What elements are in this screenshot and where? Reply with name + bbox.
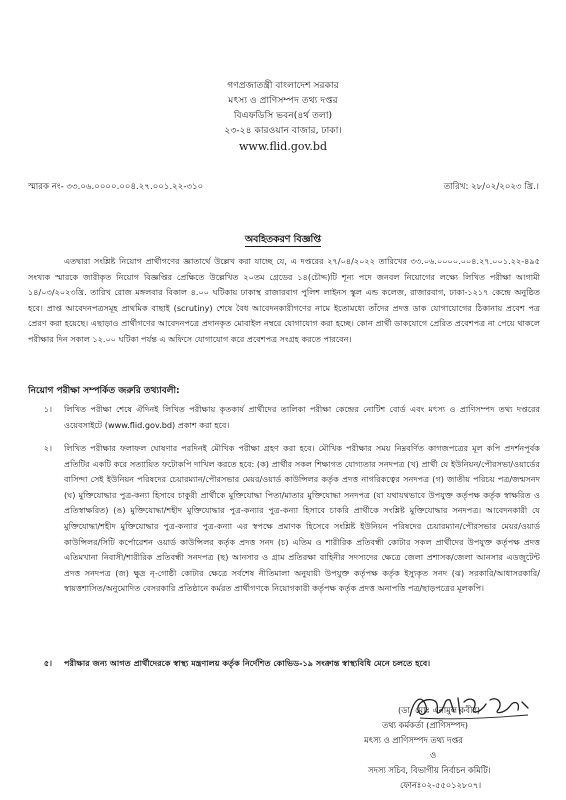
signatory-name: (ডা. মোঃ এনামুল কবীর) [398, 705, 481, 715]
section-heading: নিয়োগ পরীক্ষা সম্পর্কিত জরুরি তথ্যাবলী: [28, 386, 180, 396]
phone-number: ফোনঃ০২-৫৫০১২৮০৭। [400, 780, 482, 790]
item-number: ৫। [43, 658, 52, 668]
intro-paragraph: এতদ্বারা সংশ্লিষ্ট নিয়োগ প্রার্থীগণের জ্ঞাতার্থে উল্লেখ করা যাচ্ছে যে, এ দপ্তরের ২৭/০৪/২০২২ তারিখের ৩৩.০৬.০০০০.০০৪.২৭.০০১.২২-৪৯৫ সংখ্যক স্মারকে জারীকৃত নিয়োগ বিজ্ঞপ্তির প্রেক্ষিতে উল্লেখিত ২০তম গ্রেডের ১৪(চৌদ্দ)টি শূন্য পদে জনবল নিয়োগের লক্ষ্যে লিখিত পরীক্ষা আগামী ১৪/০৩/২০২৩খ্রি. তারিখ রোজ মঙ্গলবার বিকাল ৪.০০ ঘটিকায় ঢাকাস্থ রাজারবাগ পুলিশ লাইনস স্কুল এন্ড কলেজ, রাজারবাগ, ঢাকা-১২১৭ কেন্দ্রে অনুষ্ঠিত হবে। প্রাপ্ত আবেদনপত্রসমূহ প্রাথমিক বাছাই (scrutiny) শেষে বৈধ আবেদনকারীগণের নামে ইতোমধ্যে তাঁদের প্রদত্ত ডাক যোগাযোগের ঠিকানায় প্রবেশ পত্র প্রেরণ করা হয়েছে। এছাড়াও প্রার্থীগণের আবেদনপত্রে প্রদানকৃত মোবাইল নম্বরে যোগাযোগ করা হচ্ছে। কোন প্রার্থী ডাকযোগে প্রেরিত প্রবেশপত্র না পেয়ে থাকলে পরীক্ষার দিন সকাল ১২.০০ ঘটিকা পর্যন্ত এ অফিসে যোগাযোগ করে প্রবেশপত্র সংগ্রহ করতে পারবেন। [28, 256, 540, 344]
item-text: লিখিত পরীক্ষার ফলাফল ঘোষণার পরদিনই মৌখিক পরীক্ষা গ্রহণ করা হবে। মৌখিক পরীক্ষার সময় নিম্নবর্ণিত কাগজপত্রের মূল কপি প্রদর্শনপূর্বক প্রতিটির একটি করে সত্যায়িত ফটোকপি দাখিল করতে হবে: (ক) প্রার্থীর সকল শিক্ষাগত যোগ্যতার সনদপত্র (খ) প্রার্থী যে ইউনিয়ন/পৌরসভা/ওয়ার্ডের বাসিন্দা সেই ইউনিয়ন পরিষদের চেয়ারম্যান/পৌরসভার মেয়র/ওয়ার্ড কাউন্সিলর কর্তৃক প্রদত্ত নাগরিকত্বের সনদপত্র (গ) জাতীয় পরিচয় পত্র/জন্মসনদ (ঘ) মুক্তিযোদ্ধার পুত্র-কন্যা হিসাবে চাকুরী প্রার্থীকে মুক্তিযোদ্ধা পিতা/মাতার মুক্তিযোদ্ধা সনদপত্র (যা যথাযথভাবে উপযুক্ত কর্তৃপক্ষ কর্তৃক স্বাক্ষরিত ও প্রতিস্বাক্ষরিত) (ঙ) মুক্তিযোদ্ধা/শহীদ মুক্তিযোদ্ধার পুত্র-কন্যার পুত্র-কন্যা হিসাবে চাকরি প্রার্থীকে সংশ্লিষ্ট মুক্তিযোদ্ধার সনদপত্র। আবেদনকারী যে মুক্তিযোদ্ধা/শহীদ মুক্তিযোদ্ধার পুত্র-কন্যার পুত্র-কন্যা এর স্বপক্ষে প্রমাণক হিসেবে সংশ্লিষ্ট ইউনিয়ন পরিষদের চেয়ারম্যান/পৌরসভার মেয়র/ওয়ার্ড কাউন্সিলর/সিটি কর্পোরেশন ওয়ার্ড কাউন্সিলর কর্তৃক প্রদত্ত সনদ (চ) এতিম ও শারীরিক প্রতিবন্ধী কোটার সকল প্রার্থীদের উপযুক্ত কর্তৃপক্ষ প্রদত্ত এতিমখানা নিবাসী/শারীরিক প্রতিবন্ধী সনদপত্র (ছ) আনসার ও গ্রাম প্রতিরক্ষা বাহিনীর সদস্যদের ক্ষেত্রে জেলা প্রশাসক/জেলা আনসার এডজুটেন্ট প্রদত্ত সনদপত্র (জ) ক্ষুদ্র নৃ-গোষ্ঠী কোটার ক্ষেত্রে সর্বশেষ নীতিমালা অনুযায়ী উপযুক্ত কর্তৃপক্ষ কর্তৃক ইস্যুকৃত সনদ (ঝ) সরকারি/আধাসরকারি/স্বায়ত্তশাসিত/অনুমোদিত বেসরকারি প্রতিষ্ঠানে কর্মরত প্রার্থীগণকে নিয়োগকারী কর্তৃপক্ষ কর্তৃক প্রদত্ত অনাপত্তি পত্র/ছাড়পত্রের মূলকপি। [64, 443, 540, 594]
office-address: ২৩-২৪ কারওয়ান বাজার, ঢাকা। [224, 125, 342, 136]
reference-line [28, 180, 539, 194]
govt-name: গণপ্রজাতন্ত্রী বাংলাদেশ সরকার [227, 80, 339, 91]
signatory-designation: তথ্য কর্মকর্তা (প্রাণিসম্পদ) [382, 720, 469, 730]
committee-role: সদস্য সচিব, বিভাগীয় নির্বাচন কমিটি। [368, 765, 491, 775]
office-name: মৎস্য ও প্রাণিসম্পদ তথ্য দপ্তর [228, 95, 338, 106]
memo-number: স্মারক নং- ৩৩.০৬.০০০০.০০৪.২৭.০০১.২২-৩১০ [28, 182, 204, 192]
building-name: বিএফডিসি ভবন(৪র্থ তলা) [233, 110, 333, 121]
website-link[interactable]: www.flid.gov.bd [239, 140, 327, 153]
signature-block [360, 703, 560, 793]
notice-title: অবহিতকরণ বিজ্ঞপ্তি [245, 234, 321, 245]
conjunction-text: ও [430, 750, 437, 760]
list-item [28, 656, 540, 672]
issue-date: তারিখ: ২৮/০২/২০২৩ খ্রি.। [443, 182, 539, 192]
item-text: লিখিত পরীক্ষা শেষে ঐদিনই লিখিত পরীক্ষায় কৃতকার্য প্রার্থীদের তালিকা পরীক্ষা কেন্দ্রের নোটিশ বোর্ড এবং মৎস্য ও প্রাণিসম্পদ তথ্য দপ্তরের ওয়েবসাইটে (www.flid.gov.bd) প্রকাশ করা হবে। [64, 404, 540, 430]
item-number: ২। [43, 443, 52, 453]
list-item [28, 441, 540, 597]
letterhead [0, 78, 566, 154]
item-number: ১। [43, 404, 52, 414]
list-item [28, 402, 540, 433]
signatory-office: মৎস্য ও প্রাণিসম্পদ তথ্য দপ্তর [364, 735, 463, 745]
item-text: পরীক্ষার জন্য আগত প্রার্থীদেরকে স্বাস্থ্য মন্ত্রণালয় কর্তৃক নির্দেশিত কোভিড-১৯ সংক্রান্ত স্বাস্থ্যবিধি মেনে চলতে হবে। [64, 658, 431, 668]
notice-title-wrap [0, 232, 566, 247]
